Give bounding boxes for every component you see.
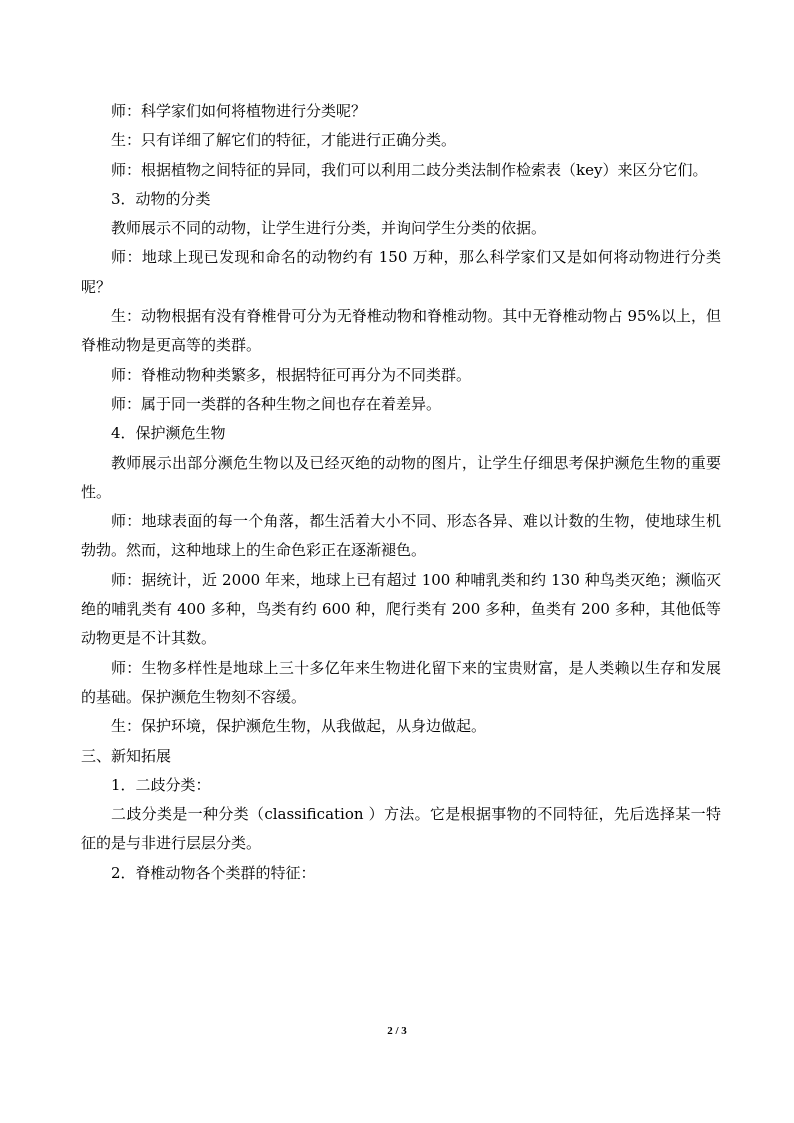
dialogue-paragraph: 师：生物多样性是地球上三十多亿年来生物进化留下来的宝贵财富，是人类赖以生存和发展的基础。保护濒危生物刻不容缓。 [81, 658, 721, 706]
body-paragraph: 教师展示出部分濒危生物以及已经灭绝的动物的图片，让学生仔细思考保护濒危生物的重要性。 [81, 453, 721, 501]
document-body [81, 97, 721, 888]
subheading-animal-classification: 3．动物的分类 [111, 189, 211, 208]
body-paragraph: 二歧分类是一种分类（classification ）方法。它是根据事物的不同特征，先后选择某一特征的是与非进行层层分类。 [81, 805, 721, 853]
dialogue-paragraph: 师：脊椎动物种类繁多，根据特征可再分为不同类群。 [111, 365, 472, 384]
dialogue-paragraph: 师：根据植物之间特征的异同，我们可以利用二歧分类法制作检索表（key）来区分它们。 [111, 160, 708, 179]
dialogue-paragraph: 师：科学家们如何将植物进行分类呢？ [111, 102, 367, 120]
section-heading-new-knowledge: 三、新知拓展 [81, 746, 172, 765]
dialogue-paragraph: 师：地球上现已发现和命名的动物约有 150 万种，那么科学家们又是如何将动物进行分类呢？ [81, 248, 721, 296]
subheading-vertebrate-features: 2．脊椎动物各个类群的特征： [111, 863, 316, 882]
dialogue-paragraph: 师：属于同一类群的各种生物之间也存在着差异。 [111, 394, 442, 413]
dialogue-paragraph: 生：保护环境，保护濒危生物，从我做起，从身边做起。 [111, 717, 487, 736]
subheading-protect-endangered: 4．保护濒危生物 [111, 424, 226, 443]
dialogue-paragraph: 师：据统计，近 2000 年来，地球上已有超过 100 种哺乳类和约 130 种鸟类灭绝；濒临灭绝的哺乳类有 400 多种，鸟类有约 600 种，爬行类有 200 多种，鱼类有 200 多种，其他低等动物更是不计其数。 [81, 570, 721, 648]
subheading-dichotomous: 1．二歧分类： [111, 775, 211, 794]
dialogue-paragraph: 生：只有详细了解它们的特征，才能进行正确分类。 [111, 131, 457, 150]
dialogue-paragraph: 生：动物根据有没有脊椎骨可分为无脊椎动物和脊椎动物。其中无脊椎动物占 95%以上，但脊椎动物是更高等的类群。 [81, 307, 721, 355]
dialogue-paragraph: 师：地球表面的每一个角落，都生活着大小不同、形态各异、难以计数的生物，使地球生机勃勃。然而，这种地球上的生命色彩正在逐渐褪色。 [81, 512, 721, 560]
body-paragraph: 教师展示不同的动物，让学生进行分类，并询问学生分类的依据。 [111, 219, 547, 238]
page-number: 2 / 3 [387, 1025, 407, 1037]
